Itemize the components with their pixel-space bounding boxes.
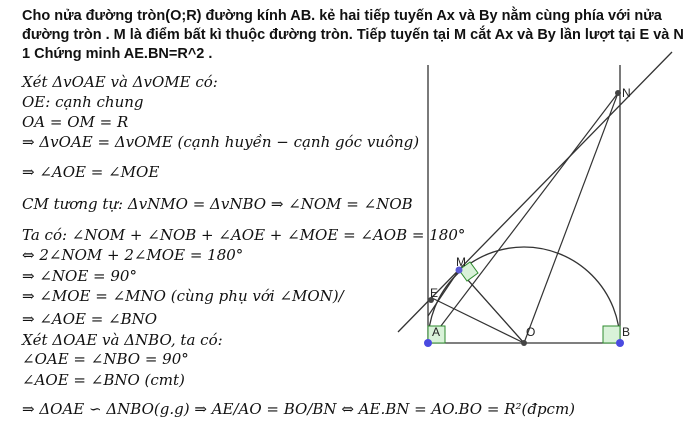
proof-line: ∠OAE = ∠NBO = 90° bbox=[22, 350, 189, 368]
proof-line: ⇒ ∠NOE = 90° bbox=[22, 267, 137, 285]
label-e: E bbox=[430, 286, 439, 300]
proof-line: CM tương tự: ΔvNMO = ΔvNBO ⇒ ∠NOM = ∠NOB bbox=[22, 195, 413, 213]
proof-line: ⇒ ∠AOE = ∠BNO bbox=[22, 310, 158, 328]
proof-line: ∠AOE = ∠BNO (cmt) bbox=[22, 371, 185, 389]
proof-line: Ta có: ∠NOM + ∠NOB + ∠AOE + ∠MOE = ∠AOB = 180° bbox=[22, 226, 466, 244]
point-o bbox=[521, 340, 527, 346]
segment-an bbox=[428, 93, 618, 343]
label-m: M bbox=[456, 255, 466, 269]
point-b bbox=[616, 339, 624, 347]
label-b: B bbox=[622, 325, 631, 339]
label-n: N bbox=[622, 86, 631, 100]
segment-mo bbox=[459, 270, 524, 343]
point-a bbox=[424, 339, 432, 347]
proof-line: OE: cạnh chung bbox=[22, 93, 144, 111]
proof-line: ⇒ ΔOAE ∽ ΔNBO(g.g) ⇒ AE/AO = BO/BN ⇔ AE.BN = AO.BO = R²(đpcm) bbox=[22, 400, 576, 418]
segment-on bbox=[524, 93, 618, 343]
label-a: A bbox=[432, 325, 441, 339]
label-o: O bbox=[526, 325, 536, 339]
proof-line: OA = OM = R bbox=[22, 113, 129, 131]
problem-statement: Cho nửa đường tròn(O;R) đường kính AB. kẻ hai tiếp tuyến Ax và By nằm cùng phía với nửa đường tròn . M là điểm bất kì thuộc đường tròn. Tiếp tuyến tại M cắt Ax và By lần lượt tại E và N 1 Chứng minh AE.BN=R^2 . bbox=[22, 8, 684, 62]
proof-line: ⇔ 2∠NOM + 2∠MOE = 180° bbox=[22, 246, 244, 264]
proof-line: Xét ΔvOAE và ΔvOME có: bbox=[22, 73, 218, 91]
proof-line: ⇒ ∠AOE = ∠MOE bbox=[22, 163, 160, 181]
point-n bbox=[615, 90, 621, 96]
tangent-at-m bbox=[398, 52, 672, 332]
proof-line: ⇒ ΔvOAE = ΔvOME (cạnh huyền − cạnh góc vuông) bbox=[22, 133, 420, 151]
proof-line: Xét ΔOAE và ΔNBO, ta có: bbox=[22, 331, 223, 349]
proof-line: ⇒ ∠MOE = ∠MNO (cùng phụ với ∠MON)/ bbox=[22, 287, 344, 305]
